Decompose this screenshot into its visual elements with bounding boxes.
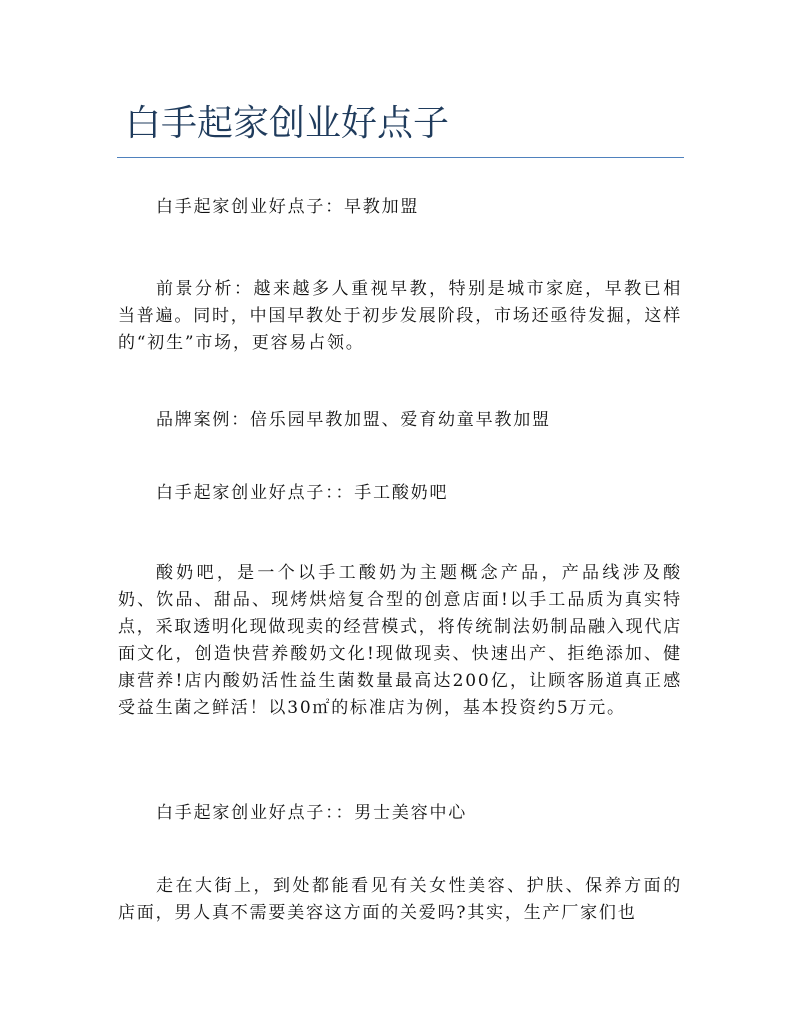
paragraph-mens-beauty-description: 走在大街上，到处都能看见有关女性美容、护肤、保养方面的店面，男人真不需要美容这方面的关爱吗?其实，生产厂家们也: [118, 876, 682, 923]
paragraph-yogurt-bar-description: 酸奶吧，是一个以手工酸奶为主题概念产品，产品线涉及酸奶、饮品、甜品、现烤烘焙复合型的创意店面!以手工品质为真实特点，采取透明化现做现卖的经营模式，将传统制法奶制品融入现代店面文化，创造快营养酸奶文化!现做现卖、快速出产、拒绝添加、健康营养!店内酸奶活性益生菌数量最高达200亿，让顾客肠道真正感受益生菌之鲜活！以30㎡的标准店为例，基本投资约5万元。: [118, 563, 682, 718]
title-underline: [117, 157, 684, 158]
paragraph-heading-mens-beauty: 白手起家创业好点子：：男士美容中心: [156, 803, 468, 823]
paragraph-brand-cases: 品牌案例：倍乐园早教加盟、爱育幼童早教加盟: [156, 410, 551, 430]
paragraph-heading-early-education: 白手起家创业好点子：早教加盟: [156, 197, 420, 217]
paragraph-heading-yogurt-bar: 白手起家创业好点子：：手工酸奶吧: [156, 483, 449, 503]
document-title: 白手起家创业好点子: [125, 103, 450, 144]
paragraph-market-analysis: 前景分析：越来越多人重视早教，特别是城市家庭，早教已相当普遍。同时，中国早教处于初步发展阶段，市场还亟待发掘，这样的“初生”市场，更容易占领。: [118, 279, 682, 353]
